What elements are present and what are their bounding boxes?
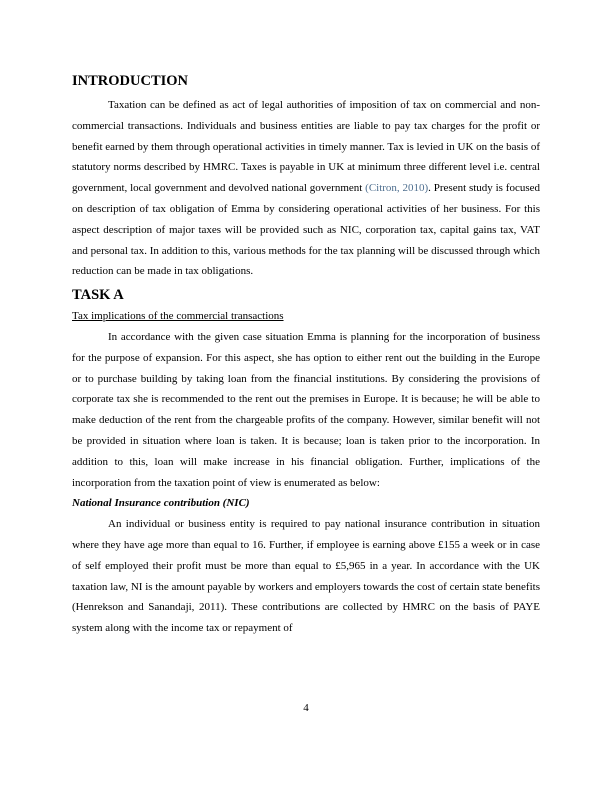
task-a-heading: TASK A	[72, 287, 124, 304]
nic-paragraph: An individual or business entity is required to pay national insurance contribution in situation where they have age more than equal to 16. Further, if employee is earning above £155 a week or in case of self employed their profit must be more than equal to £5,965 in a year. In accordance with the UK taxation law, NI is the amount payable by workers and employers towards the cost of certain state benefits (Henrekson and Sanandaji, 2011). These contributions are collected by HMRC on the basis of PAYE system along with the income tax or repayment of	[72, 518, 540, 635]
introduction-heading: INTRODUCTION	[72, 73, 189, 89]
task-a-subheading: Tax implications of the commercial transactions	[72, 310, 284, 323]
introduction-citation: (Citron, 2010)	[365, 182, 429, 195]
introduction-paragraph	[72, 95, 540, 282]
nic-heading: National Insurance contribution (NIC)	[72, 497, 250, 510]
task-a-paragraph: In accordance with the given case situation Emma is planning for the incorporation of business for the purpose of expansion. For this aspect, she has option to either rent out the building in the Europe or to purchase building by taking loan from the financial institutions. By considering the provisions of corporate tax she is recommended to the rent out the premises in Europe. It is because; he will be able to make deduction of the rent from the chargeable profits of the company. However, similar benefit will not be provided in situation where loan is taken. It is because; loan is taken prior to the incorporation. In addition to this, loan will make increase in his financial obligation. Further, implications of the incorporation from the taxation point of view is enumerated as below:	[72, 330, 540, 489]
introduction-text-part-1: Taxation can be defined as act of legal authorities of imposition of tax on commercial and non-commercial transactions. Individuals and business entities are liable to pay tax charges for the profit or benefit earned by them through operational activities in timely manner. Tax is levied in UK on the basis of statutory norms described by HMRC. Taxes is payable in UK at minimum three different level i.e. central government, local government and devolved national government	[72, 99, 540, 195]
introduction-text-part-2: . Present study is focused on description of tax obligation of Emma by considering operational activities of her business. For this aspect description of major taxes will be provided such as NIC, corporation tax, capital gains tax, VAT and personal tax. In addition to this, various methods for the tax planning will be discussed through which reduction can be made in tax obligations.	[72, 182, 540, 278]
page-number: 4	[303, 702, 309, 714]
